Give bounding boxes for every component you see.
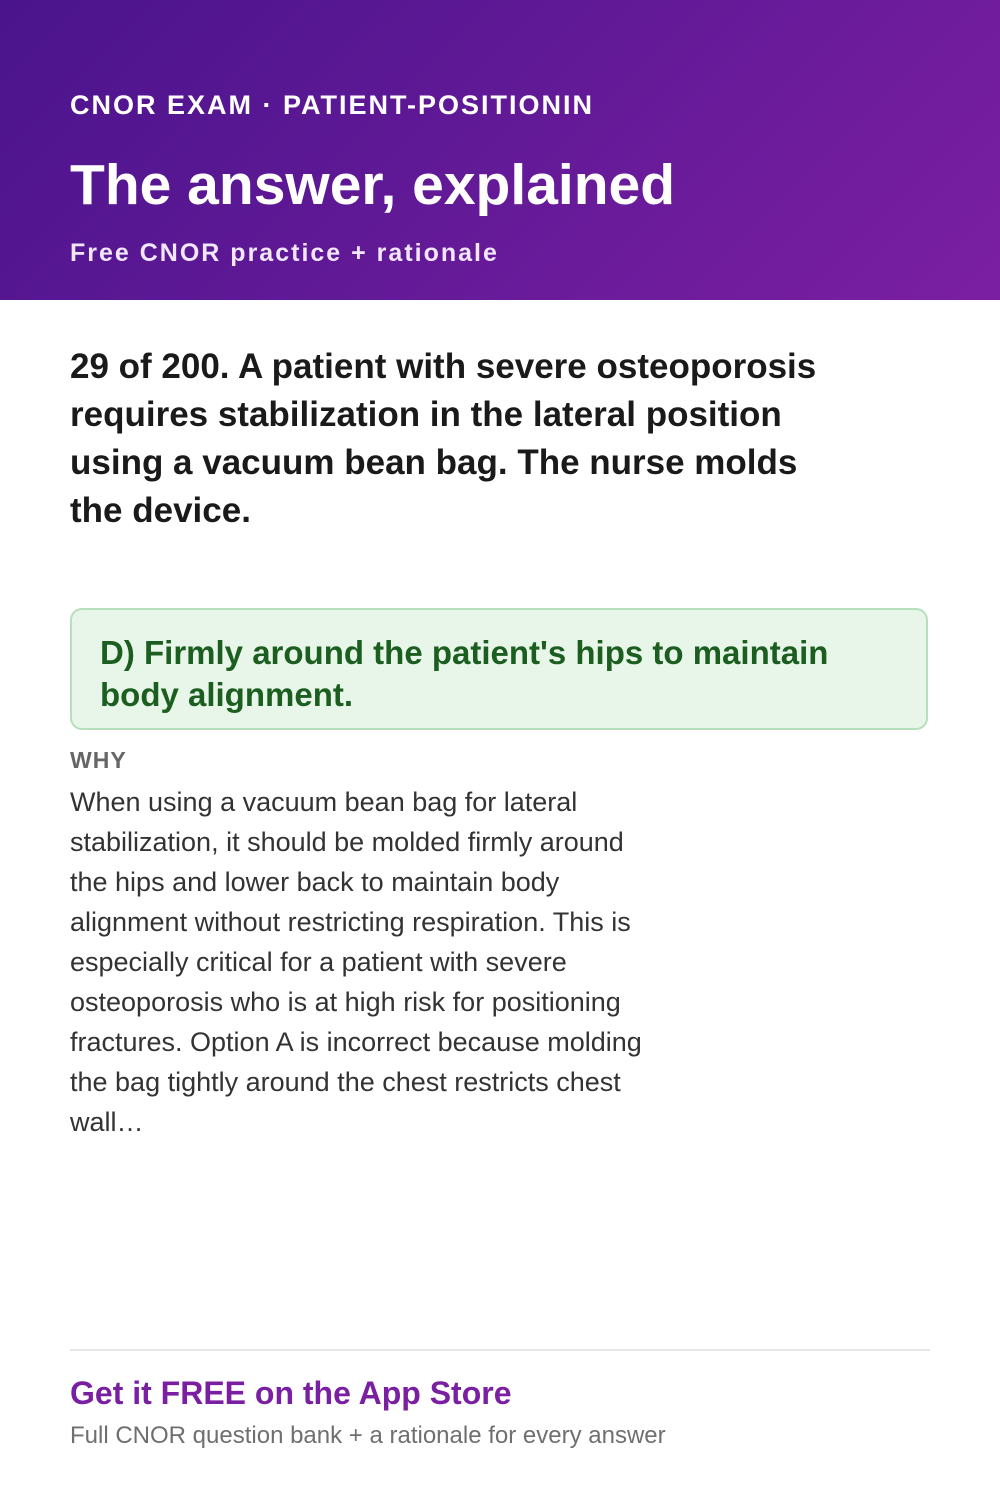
page-title: The answer, explained <box>70 153 676 217</box>
rationale-text: When using a vacuum bean bag for lateral stabilization, it should be molded firmly around the hips and lower back to maintain body alignment without restricting respiration. This is especially critical for a patient with severe osteoporosis who is at high risk for positioning fractures. Option A is incorrect because molding the bag tightly around the chest restricts chest wall… <box>70 787 642 1137</box>
correct-answer-card <box>70 608 928 730</box>
correct-answer-text: D) Firmly around the patient's hips to maintain body alignment. <box>100 634 829 713</box>
app-store-subtext: Full CNOR question bank + a rationale for every answer <box>70 1422 666 1449</box>
question-text: 29 of 200. A patient with severe osteoporosis requires stabilization in the lateral position using a vacuum bean bag. The nurse molds the device. <box>70 347 817 530</box>
rationale-label: WHY <box>70 747 127 773</box>
page-subtitle: Free CNOR practice + rationale <box>70 239 499 267</box>
exam-category-label: CNOR EXAM · PATIENT-POSITIONIN <box>70 90 595 120</box>
app-store-link[interactable]: Get it FREE on the App Store <box>70 1375 512 1411</box>
footer-divider <box>70 1349 930 1351</box>
header-banner <box>0 0 1000 300</box>
